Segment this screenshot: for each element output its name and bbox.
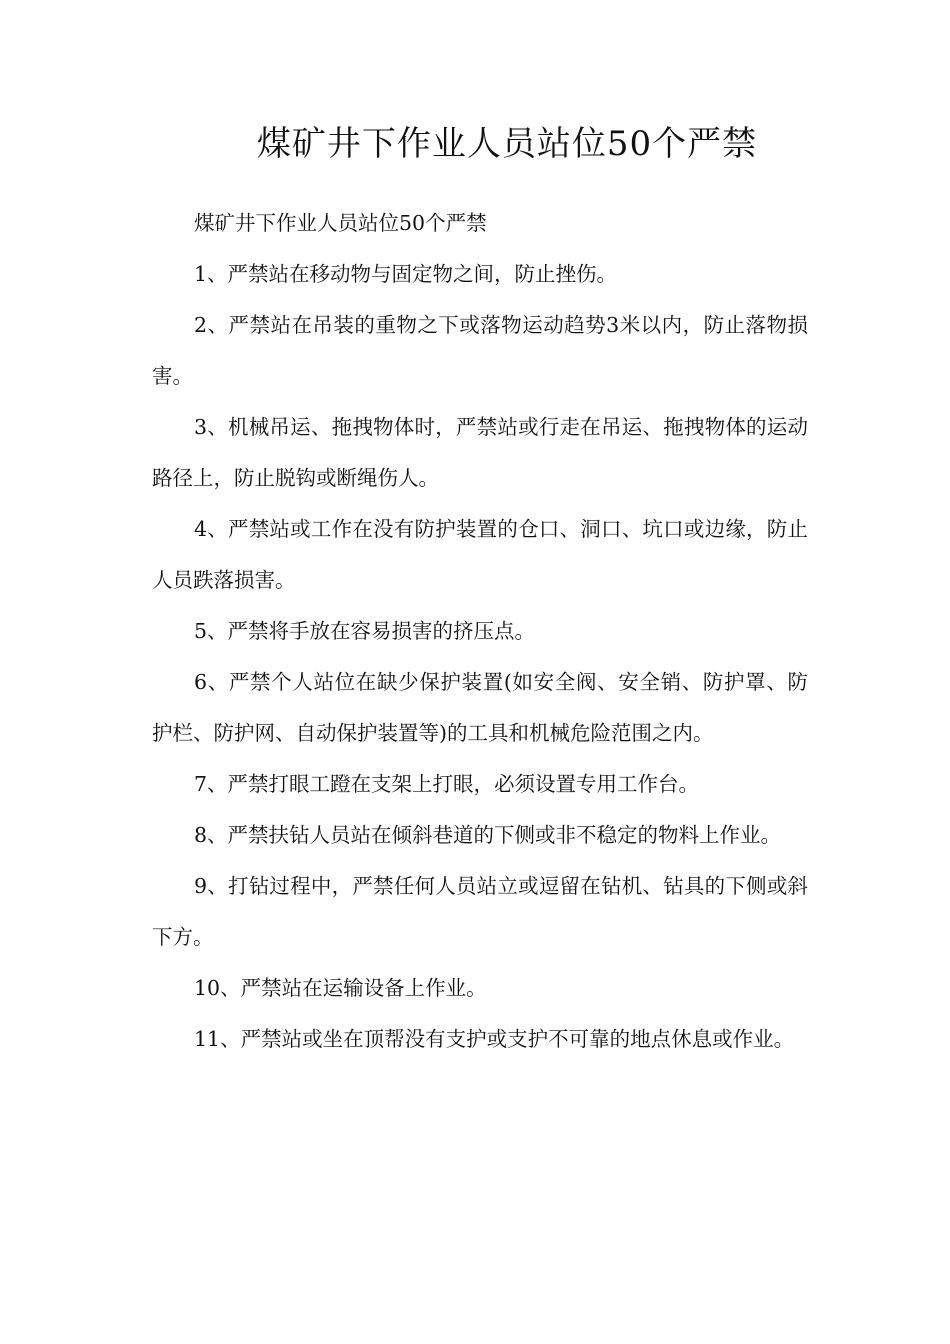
paragraph-3: 3、机械吊运、拖拽物体时，严禁站或行走在吊运、拖拽物体的运动路径上，防止脱钩或断绳伤人。	[152, 415, 808, 490]
paragraph-8: 8、严禁扶钻人员站在倾斜巷道的下侧或非不稳定的物料上作业。	[194, 823, 782, 847]
paragraph-2: 2、严禁站在吊装的重物之下或落物运动趋势3米以内，防止落物损害。	[152, 313, 808, 388]
paragraph-5: 5、严禁将手放在容易损害的挤压点。	[194, 619, 536, 643]
document-body	[152, 198, 808, 1065]
paragraph-6: 6、严禁个人站位在缺少保护装置(如安全阀、安全销、防护罩、防护栏、防护网、自动保护装置等)的工具和机械危险范围之内。	[152, 670, 808, 745]
document-title: 煤矿井下作业人员站位50个严禁	[256, 124, 758, 164]
paragraph-11: 11、严禁站或坐在顶帮没有支护或支护不可靠的地点休息或作业。	[194, 1027, 795, 1051]
paragraph-4: 4、严禁站或工作在没有防护装置的仓口、洞口、坑口或边缘，防止人员跌落损害。	[152, 517, 808, 592]
paragraph-7: 7、严禁打眼工蹬在支架上打眼，必须设置专用工作台。	[194, 772, 700, 796]
paragraph-subtitle: 煤矿井下作业人员站位50个严禁	[194, 211, 487, 235]
paragraph-1: 1、严禁站在移动物与固定物之间，防止挫伤。	[194, 262, 618, 286]
paragraph-10: 10、严禁站在运输设备上作业。	[194, 976, 487, 1000]
paragraph-9: 9、打钻过程中，严禁任何人员站立或逗留在钻机、钻具的下侧或斜下方。	[152, 874, 808, 949]
